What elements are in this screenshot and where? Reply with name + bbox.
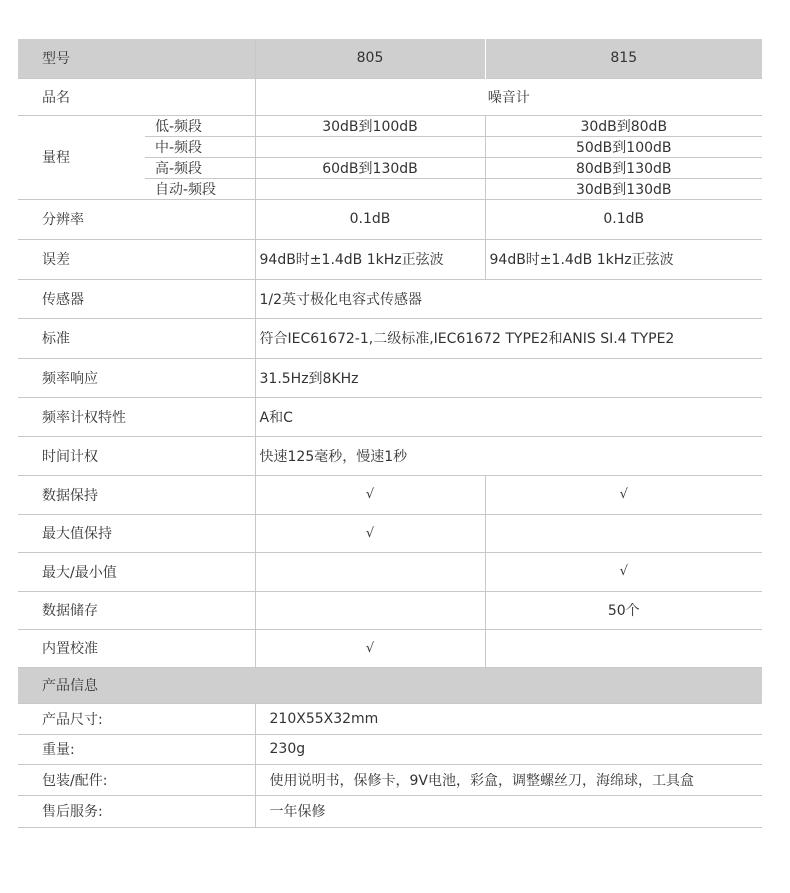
data-storage-label: 数据储存 bbox=[18, 591, 255, 629]
range-band-auto: 自动-频段 bbox=[145, 178, 255, 199]
calibration-805-check: √ bbox=[255, 629, 485, 667]
data-hold-row bbox=[18, 475, 762, 514]
max-hold-805-check: √ bbox=[255, 514, 485, 552]
standard-value: 符合IEC61672-1,二级标准,IEC61672 TYPE2和ANIS SI.4 TYPE2 bbox=[259, 331, 675, 347]
max-min-label: 最大/最小值 bbox=[18, 552, 255, 591]
calibration-row bbox=[18, 629, 762, 667]
range-row-low bbox=[18, 115, 762, 136]
max-min-row bbox=[18, 552, 762, 591]
error-805: 94dB时±1.4dB 1kHz正弦波 bbox=[255, 239, 485, 279]
sensor-value: 1/2英寸极化电容式传感器 bbox=[259, 291, 423, 308]
header-row bbox=[18, 39, 762, 78]
range-band-low: 低-频段 bbox=[145, 115, 255, 136]
sensor-label: 传感器 bbox=[18, 279, 255, 318]
spec-table bbox=[18, 39, 762, 828]
standard-label: 标准 bbox=[18, 318, 255, 358]
resolution-815: 0.1dB bbox=[603, 211, 645, 227]
accessories-value: 使用说明书，保修卡，9V电池，彩盒，调整螺丝刀，海绵球，工具盒 bbox=[269, 772, 694, 789]
calibration-label: 内置校准 bbox=[18, 629, 255, 667]
calibration-815-check bbox=[485, 629, 762, 667]
accessories-row bbox=[18, 764, 762, 795]
freq-weighting-label: 频率计权特性 bbox=[18, 397, 255, 436]
range-low-805: 30dB到100dB bbox=[255, 115, 485, 136]
freq-response-value: 31.5Hz到8KHz bbox=[259, 370, 359, 387]
max-min-805-check bbox=[255, 552, 485, 591]
model-header-label: 型号 bbox=[18, 39, 255, 78]
error-row bbox=[18, 239, 762, 279]
freq-weighting-row bbox=[18, 397, 762, 436]
time-weighting-value: 快速125毫秒，慢速1秒 bbox=[259, 448, 408, 465]
size-label: 产品尺寸: bbox=[18, 703, 255, 734]
range-high-805: 60dB到130dB bbox=[255, 157, 485, 178]
max-hold-label: 最大值保持 bbox=[18, 514, 255, 552]
weight-value: 230g bbox=[269, 741, 306, 757]
range-auto-805 bbox=[255, 178, 485, 199]
range-low-815: 30dB到80dB bbox=[580, 118, 668, 135]
range-label: 量程 bbox=[42, 150, 70, 166]
data-storage-815: 50个 bbox=[607, 603, 640, 619]
error-815: 94dB时±1.4dB 1kHz正弦波 bbox=[489, 252, 674, 268]
accessories-label: 包装/配件: bbox=[18, 764, 255, 795]
product-info-header-row bbox=[18, 667, 762, 703]
max-hold-815-check bbox=[485, 514, 762, 552]
freq-response-label: 频率响应 bbox=[18, 358, 255, 397]
data-storage-805 bbox=[255, 591, 485, 629]
resolution-label: 分辨率 bbox=[18, 199, 255, 239]
resolution-row bbox=[18, 199, 762, 239]
resolution-805: 0.1dB bbox=[255, 199, 485, 239]
range-auto-815: 30dB到130dB bbox=[575, 181, 672, 198]
product-name-row bbox=[18, 78, 762, 115]
service-label: 售后服务: bbox=[18, 795, 255, 827]
size-row bbox=[18, 703, 762, 734]
freq-weighting-value: A和C bbox=[259, 409, 293, 426]
product-name-label: 品名 bbox=[18, 78, 255, 115]
model-805-header: 805 bbox=[255, 39, 485, 78]
model-815-header: 815 bbox=[485, 39, 762, 78]
error-label: 误差 bbox=[18, 239, 255, 279]
max-hold-row bbox=[18, 514, 762, 552]
service-value: 一年保修 bbox=[269, 804, 326, 820]
product-info-title: 产品信息 bbox=[18, 667, 762, 703]
range-mid-815: 50dB到100dB bbox=[575, 139, 672, 156]
data-hold-805-check: √ bbox=[255, 475, 485, 514]
max-min-815-check: √ bbox=[619, 564, 628, 579]
range-high-815: 80dB到130dB bbox=[575, 160, 672, 177]
standard-row bbox=[18, 318, 762, 358]
range-band-high: 高-频段 bbox=[145, 157, 255, 178]
range-mid-805 bbox=[255, 136, 485, 157]
freq-response-row bbox=[18, 358, 762, 397]
product-name-value: 噪音计 bbox=[487, 89, 530, 106]
time-weighting-label: 时间计权 bbox=[18, 436, 255, 475]
weight-row bbox=[18, 734, 762, 764]
service-row bbox=[18, 795, 762, 827]
data-hold-label: 数据保持 bbox=[18, 475, 255, 514]
time-weighting-row bbox=[18, 436, 762, 475]
sensor-row bbox=[18, 279, 762, 318]
weight-label: 重量: bbox=[18, 734, 255, 764]
range-band-mid: 中-频段 bbox=[145, 136, 255, 157]
size-value: 210X55X32mm bbox=[269, 710, 379, 727]
data-storage-row bbox=[18, 591, 762, 629]
data-hold-815-check: √ bbox=[619, 487, 628, 502]
